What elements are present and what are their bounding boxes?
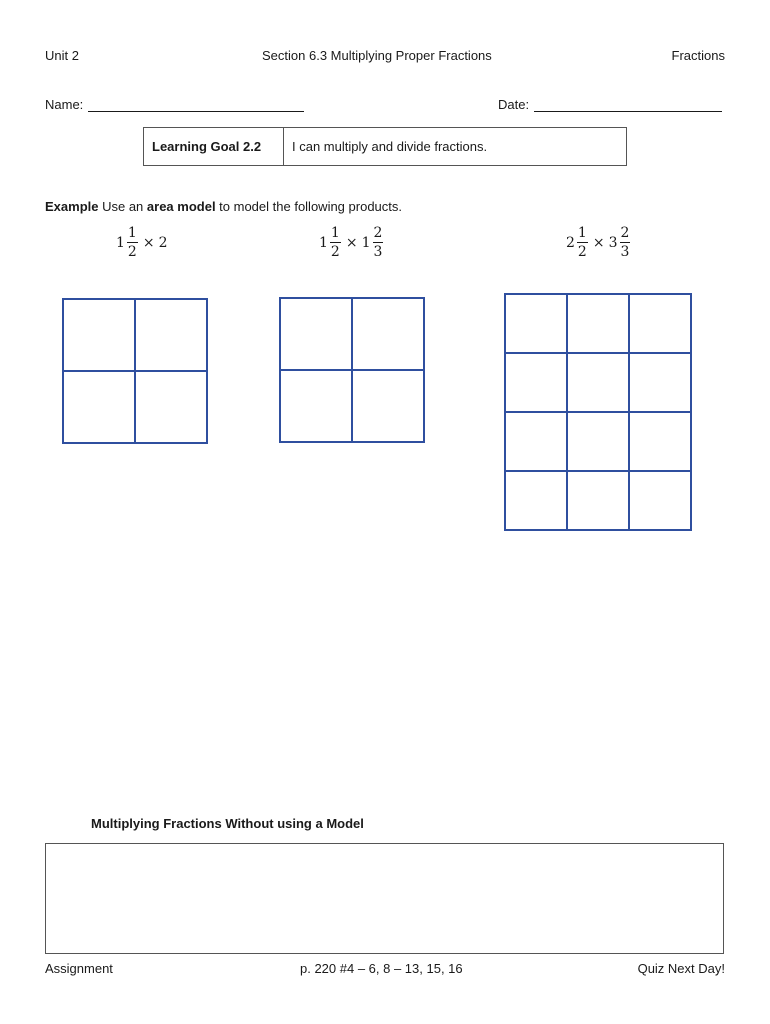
grid-cell: [567, 412, 629, 471]
problem-2-whole-2: 1: [361, 234, 371, 251]
problem-3-whole-2: 3: [608, 234, 618, 251]
problem-1-whole-2: 2: [158, 234, 168, 251]
topic-label: Fractions: [671, 48, 725, 63]
learning-goal-label: Learning Goal 2.2: [144, 128, 284, 165]
grid-cell: [629, 294, 691, 353]
grid-cell: [505, 294, 567, 353]
without-model-heading: Multiplying Fractions Without using a Model: [91, 816, 364, 831]
example-bold: Example: [45, 199, 99, 214]
grid-cell: [63, 299, 135, 371]
problem-3-numerator-2: 2: [620, 225, 630, 241]
problem-2-numerator-1: 1: [330, 225, 340, 241]
problem-3-denominator-2: 3: [620, 244, 630, 260]
problem-2-operator: ×: [345, 234, 358, 251]
problem-3-operator: ×: [592, 234, 605, 251]
grid-cell: [567, 353, 629, 412]
grid-cell: [629, 412, 691, 471]
grid-cell: [505, 412, 567, 471]
unit-label: Unit 2: [45, 48, 79, 63]
grid-cell: [567, 471, 629, 530]
grid-cell: [63, 371, 135, 443]
grid-cell: [352, 298, 424, 370]
problem-3-numerator-1: 1: [577, 225, 587, 241]
date-label: Date:: [498, 97, 530, 112]
area-model-2: [280, 298, 424, 442]
section-title: Section 6.3 Multiplying Proper Fractions: [262, 48, 492, 63]
problem-2-numerator-2: 2: [373, 225, 383, 241]
problem-2-whole-1: 1: [319, 234, 328, 251]
grid-cell: [135, 299, 207, 371]
area-model-bold: area model: [146, 199, 216, 214]
problem-1-denominator-1: 2: [127, 244, 137, 260]
assignment-pages: p. 220 #4 – 6, 8 – 13, 15, 16: [300, 961, 463, 976]
quiz-note: Quiz Next Day!: [637, 961, 725, 976]
area-model-3: [505, 294, 691, 530]
problem-3-denominator-1: 2: [577, 244, 587, 260]
grid-cell: [567, 294, 629, 353]
area-model-1: [63, 299, 207, 443]
grid-cell: [505, 471, 567, 530]
grid-cell: [505, 353, 567, 412]
assignment-label: Assignment: [45, 961, 113, 976]
problem-3-whole-1: 2: [566, 234, 575, 251]
problem-2-denominator-2: 3: [373, 244, 383, 260]
notes-box[interactable]: [45, 843, 724, 954]
grid-cell: [352, 370, 424, 442]
grid-cell: [280, 370, 352, 442]
name-label: Name:: [45, 97, 84, 112]
grid-cell: [629, 353, 691, 412]
grid-cell: [280, 298, 352, 370]
example-text-2: to model the following products.: [215, 199, 402, 214]
problem-2-denominator-1: 2: [330, 244, 340, 260]
problem-1-numerator-1: 1: [127, 225, 137, 241]
grid-cell: [629, 471, 691, 530]
problem-1-whole-1: 1: [116, 234, 125, 251]
grid-cell: [135, 371, 207, 443]
learning-goal-text: I can multiply and divide fractions.: [292, 139, 488, 154]
problem-1-operator: ×: [142, 234, 155, 251]
example-text-1: Use an: [98, 199, 147, 214]
